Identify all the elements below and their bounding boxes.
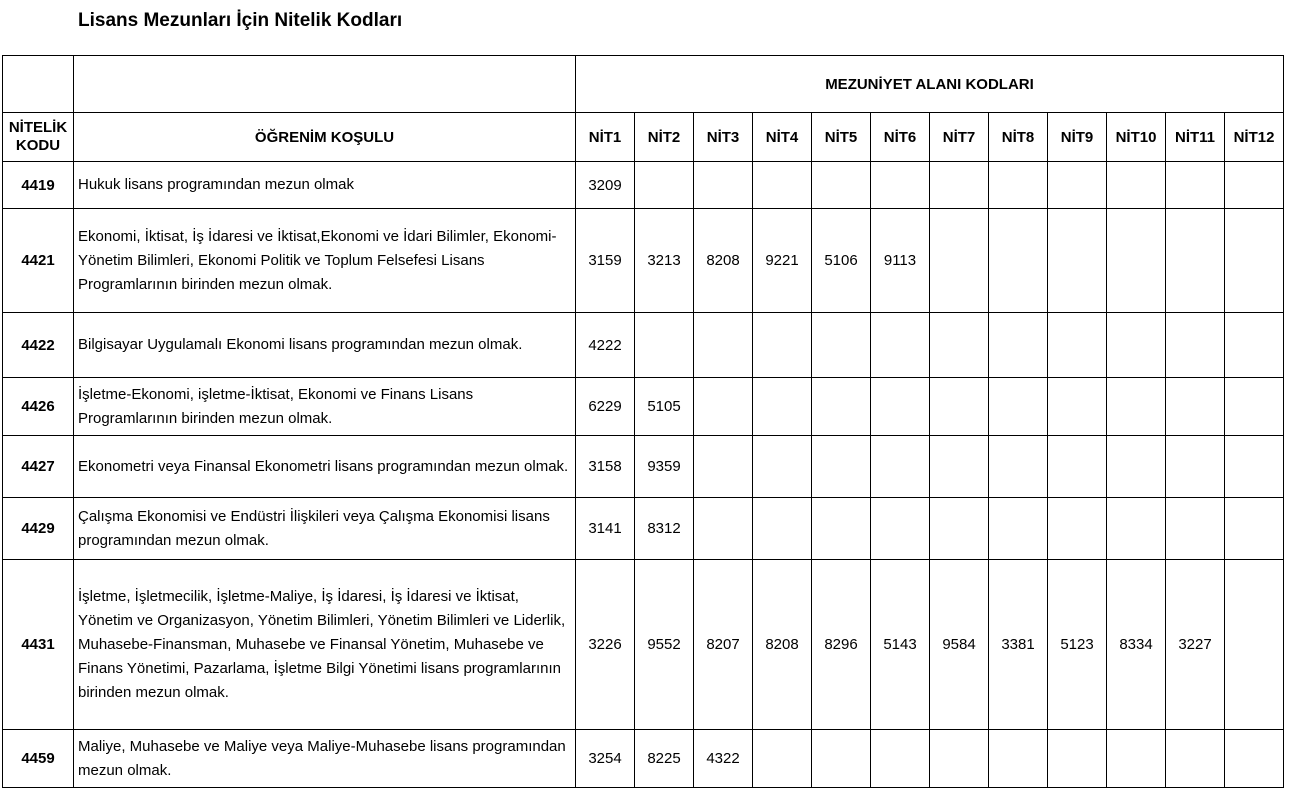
graduation-code-cell: 4322	[694, 730, 753, 788]
graduation-code-cell	[753, 498, 812, 560]
qualification-code-header-line2: KODU	[15, 137, 61, 154]
nit-header: NİT4	[753, 113, 812, 162]
graduation-code-cell	[812, 313, 871, 378]
page-title: Lisans Mezunları İçin Nitelik Kodları	[78, 10, 403, 31]
qualification-codes-table	[2, 55, 1284, 788]
graduation-code-cell: 8225	[635, 730, 694, 788]
education-condition-cell: Ekonometri veya Finansal Ekonometri lisans programından mezun olmak.	[74, 436, 576, 498]
graduation-code-cell	[1107, 378, 1166, 436]
nit-header: NİT10	[1107, 113, 1166, 162]
education-condition-cell: Maliye, Muhasebe ve Maliye veya Maliye-Muhasebe lisans programından mezun olmak.	[74, 730, 576, 788]
graduation-code-cell: 8208	[694, 209, 753, 313]
qualification-code-cell: 4419	[3, 162, 74, 209]
graduation-code-cell	[1048, 498, 1107, 560]
qualification-code-cell: 4427	[3, 436, 74, 498]
table-row	[3, 313, 1284, 378]
graduation-code-cell	[930, 498, 989, 560]
graduation-code-cell	[694, 498, 753, 560]
nit-header: NİT12	[1225, 113, 1284, 162]
nit-header: NİT1	[576, 113, 635, 162]
table-row	[3, 378, 1284, 436]
graduation-code-cell	[930, 209, 989, 313]
graduation-code-cell	[1166, 313, 1225, 378]
graduation-code-cell	[1048, 313, 1107, 378]
graduation-code-cell: 3209	[576, 162, 635, 209]
graduation-code-cell	[1166, 436, 1225, 498]
graduation-code-cell	[1166, 498, 1225, 560]
graduation-code-cell: 8208	[753, 560, 812, 730]
education-condition-header: ÖĞRENİM KOŞULU	[74, 113, 576, 162]
graduation-code-cell	[753, 162, 812, 209]
graduation-code-cell	[871, 378, 930, 436]
graduation-code-cell: 3159	[576, 209, 635, 313]
qualification-code-cell: 4429	[3, 498, 74, 560]
graduation-code-cell	[1048, 730, 1107, 788]
graduation-code-cell: 9552	[635, 560, 694, 730]
graduation-code-cell	[930, 436, 989, 498]
qualification-code-cell: 4421	[3, 209, 74, 313]
graduation-code-cell	[989, 498, 1048, 560]
graduation-code-cell: 3141	[576, 498, 635, 560]
graduation-code-cell: 9221	[753, 209, 812, 313]
nit-header: NİT2	[635, 113, 694, 162]
graduation-code-cell	[694, 313, 753, 378]
graduation-code-cell	[635, 313, 694, 378]
graduation-code-cell	[1225, 730, 1284, 788]
education-condition-cell: Hukuk lisans programından mezun olmak	[74, 162, 576, 209]
empty-header-cell	[74, 56, 576, 113]
nit-header: NİT3	[694, 113, 753, 162]
graduation-code-cell: 5123	[1048, 560, 1107, 730]
graduation-code-cell	[1166, 378, 1225, 436]
graduation-code-cell: 9359	[635, 436, 694, 498]
graduation-code-cell: 9584	[930, 560, 989, 730]
graduation-code-cell	[1225, 498, 1284, 560]
graduation-code-cell: 5106	[812, 209, 871, 313]
table-row	[3, 209, 1284, 313]
qualification-code-cell: 4422	[3, 313, 74, 378]
table-row	[3, 560, 1284, 730]
graduation-code-cell	[812, 730, 871, 788]
graduation-code-cell: 9113	[871, 209, 930, 313]
graduation-code-cell	[1107, 162, 1166, 209]
qualification-code-header	[3, 113, 74, 162]
empty-header-cell	[3, 56, 74, 113]
table-row	[3, 162, 1284, 209]
graduation-code-cell: 8312	[635, 498, 694, 560]
qualification-code-header-line1: NİTELİK	[8, 119, 68, 136]
graduation-code-cell	[930, 162, 989, 209]
graduation-code-cell: 3254	[576, 730, 635, 788]
graduation-code-cell	[930, 313, 989, 378]
education-condition-cell: İşletme, İşletmecilik, İşletme-Maliye, İş İdaresi, İş İdaresi ve İktisat, Yönetim ve Organizasyon, Yönetim Bilimleri, Yönetim Bilimleri ve Liderlik, Muhasebe-Finansman, Muhasebe ve Finansal Yönetim, Muhasebe ve Finans Yönetimi, Pazarlama, İşletme Bilgi Yönetimi lisans programlarının birinden mezun olmak.	[74, 560, 576, 730]
graduation-code-cell	[1048, 378, 1107, 436]
graduation-code-cell	[1166, 730, 1225, 788]
graduation-code-cell	[694, 162, 753, 209]
table-row	[3, 730, 1284, 788]
graduation-code-cell	[1225, 162, 1284, 209]
graduation-code-cell	[1225, 436, 1284, 498]
graduation-code-cell	[694, 436, 753, 498]
nit-header: NİT11	[1166, 113, 1225, 162]
graduation-code-cell	[812, 498, 871, 560]
graduation-code-cell	[1225, 313, 1284, 378]
education-condition-cell: Çalışma Ekonomisi ve Endüstri İlişkileri veya Çalışma Ekonomisi lisans programından mezun olmak.	[74, 498, 576, 560]
education-condition-cell: İşletme-Ekonomi, işletme-İktisat, Ekonomi ve Finans Lisans Programlarının birinden mezun olmak.	[74, 378, 576, 436]
graduation-code-cell	[989, 730, 1048, 788]
qualification-code-cell: 4431	[3, 560, 74, 730]
graduation-code-cell	[989, 162, 1048, 209]
graduation-code-cell	[1225, 378, 1284, 436]
graduation-code-cell: 6229	[576, 378, 635, 436]
graduation-code-cell: 5143	[871, 560, 930, 730]
graduation-code-cell	[753, 730, 812, 788]
graduation-area-codes-header: MEZUNİYET ALANI KODLARI	[576, 56, 1284, 113]
column-header-row	[3, 113, 1284, 162]
graduation-code-cell	[871, 730, 930, 788]
graduation-code-cell	[930, 378, 989, 436]
graduation-code-cell	[635, 162, 694, 209]
nit-header: NİT7	[930, 113, 989, 162]
graduation-code-cell: 3213	[635, 209, 694, 313]
graduation-code-cell	[1048, 162, 1107, 209]
graduation-code-cell	[1107, 436, 1166, 498]
qualification-code-cell: 4426	[3, 378, 74, 436]
graduation-code-cell	[1166, 162, 1225, 209]
graduation-code-cell	[753, 378, 812, 436]
graduation-code-cell	[989, 313, 1048, 378]
graduation-code-cell	[989, 378, 1048, 436]
graduation-code-cell	[871, 162, 930, 209]
graduation-code-cell	[871, 436, 930, 498]
graduation-code-cell	[1107, 313, 1166, 378]
graduation-code-cell	[694, 378, 753, 436]
education-condition-cell: Bilgisayar Uygulamalı Ekonomi lisans programından mezun olmak.	[74, 313, 576, 378]
graduation-code-cell	[1048, 436, 1107, 498]
graduation-code-cell	[871, 498, 930, 560]
graduation-code-cell	[753, 436, 812, 498]
graduation-code-cell: 5105	[635, 378, 694, 436]
nit-header: NİT8	[989, 113, 1048, 162]
graduation-code-cell: 4222	[576, 313, 635, 378]
nit-header: NİT6	[871, 113, 930, 162]
graduation-code-cell	[812, 162, 871, 209]
graduation-code-cell: 8296	[812, 560, 871, 730]
nit-header: NİT5	[812, 113, 871, 162]
graduation-code-cell	[989, 436, 1048, 498]
graduation-code-cell	[930, 730, 989, 788]
graduation-code-cell: 8334	[1107, 560, 1166, 730]
graduation-code-cell	[812, 378, 871, 436]
graduation-code-cell	[1107, 498, 1166, 560]
table-row	[3, 436, 1284, 498]
graduation-code-cell: 3381	[989, 560, 1048, 730]
graduation-code-cell	[1107, 730, 1166, 788]
graduation-code-cell	[1048, 209, 1107, 313]
group-header-row	[3, 56, 1284, 113]
graduation-code-cell	[753, 313, 812, 378]
qualification-code-cell: 4459	[3, 730, 74, 788]
graduation-code-cell	[1107, 209, 1166, 313]
education-condition-cell: Ekonomi, İktisat, İş İdaresi ve İktisat,Ekonomi ve İdari Bilimler, Ekonomi-Yönetim Bilimleri, Ekonomi Politik ve Toplum Felsefesi Lisans Programlarının birinden mezun olmak.	[74, 209, 576, 313]
graduation-code-cell	[812, 436, 871, 498]
nit-header: NİT9	[1048, 113, 1107, 162]
graduation-code-cell	[989, 209, 1048, 313]
graduation-code-cell	[1166, 209, 1225, 313]
graduation-code-cell	[871, 313, 930, 378]
table-row	[3, 498, 1284, 560]
graduation-code-cell: 8207	[694, 560, 753, 730]
graduation-code-cell	[1225, 209, 1284, 313]
graduation-code-cell: 3227	[1166, 560, 1225, 730]
graduation-code-cell: 3226	[576, 560, 635, 730]
graduation-code-cell	[1225, 560, 1284, 730]
graduation-code-cell: 3158	[576, 436, 635, 498]
